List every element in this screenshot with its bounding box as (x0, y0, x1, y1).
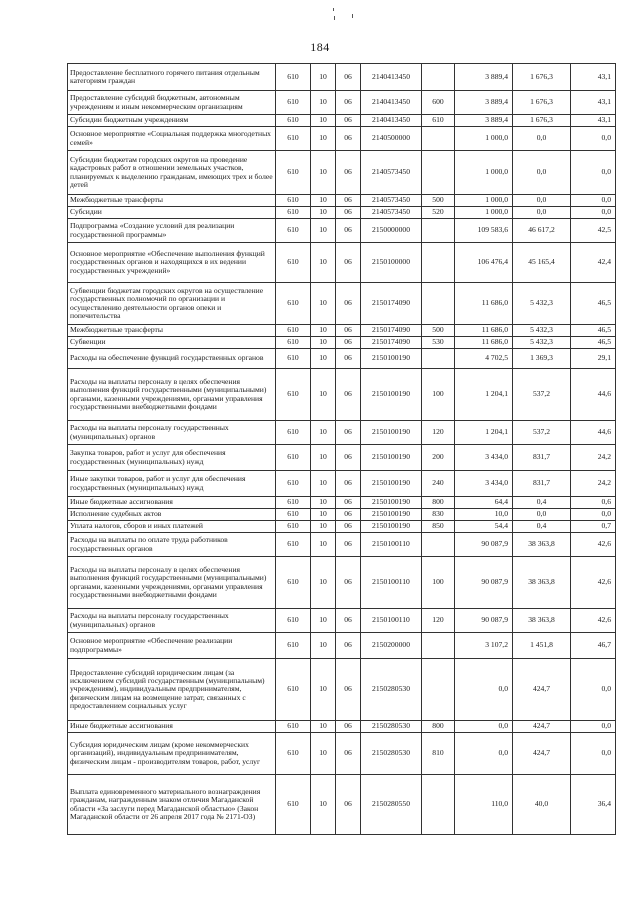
code-pr: 10 (311, 733, 336, 775)
row-name: Предоставление бесплатного горячего питания отдельным категориям граждан (68, 64, 276, 91)
code-ps: 06 (336, 509, 361, 521)
code-rz: 610 (276, 207, 311, 219)
code-rz: 610 (276, 195, 311, 207)
row-name: Расходы на выплаты персоналу государственных (муниципальных) органов (68, 609, 276, 633)
page-number: 184 (310, 40, 330, 54)
amount-plan: 11 686,0 (455, 337, 513, 349)
code-csr: 2140500000 (361, 127, 422, 151)
table-row (68, 325, 616, 337)
code-rz: 610 (276, 243, 311, 283)
code-csr: 2140413450 (361, 115, 422, 127)
code-pr: 10 (311, 497, 336, 509)
percent-done: 0,0 (571, 721, 616, 733)
code-rz: 610 (276, 733, 311, 775)
percent-done: 29,1 (571, 349, 616, 369)
table-row (68, 497, 616, 509)
percent-done: 46,7 (571, 633, 616, 659)
row-name: Субсидии бюджетам городских округов на проведение кадастровых работ в отношении земельных участков, планируемых к выделению гражданам, имеющих трех и более детей (68, 151, 276, 195)
row-name: Расходы на выплаты персоналу государственных (муниципальных) органов (68, 421, 276, 445)
row-name: Межбюджетные трансферты (68, 195, 276, 207)
percent-done: 42,5 (571, 219, 616, 243)
amount-plan: 3 434,0 (455, 471, 513, 497)
code-rz: 610 (276, 445, 311, 471)
code-csr: 2140573450 (361, 195, 422, 207)
code-rz: 610 (276, 64, 311, 91)
amount-plan: 54,4 (455, 521, 513, 533)
percent-done: 43,1 (571, 91, 616, 115)
code-vr (422, 64, 455, 91)
table-row (68, 721, 616, 733)
code-ps: 06 (336, 127, 361, 151)
row-name: Иные бюджетные ассигнования (68, 721, 276, 733)
code-vr: 830 (422, 509, 455, 521)
amount-plan: 1 000,0 (455, 207, 513, 219)
amount-fact: 0,0 (513, 151, 571, 195)
row-name: Расходы на обеспечение функций государственных органов (68, 349, 276, 369)
amount-fact: 38 363,8 (513, 557, 571, 609)
percent-done: 0,0 (571, 733, 616, 775)
code-pr: 10 (311, 421, 336, 445)
amount-plan: 90 087,9 (455, 533, 513, 557)
code-pr: 10 (311, 471, 336, 497)
amount-fact: 1 676,3 (513, 64, 571, 91)
code-csr: 2150100190 (361, 509, 422, 521)
amount-plan: 11 686,0 (455, 325, 513, 337)
row-name: Основное мероприятие «Социальная поддержка многодетных семей» (68, 127, 276, 151)
row-name: Выплата единовременного материального вознаграждения гражданам, награжденным знаком отличия Магаданской области «За заслуги перед Магаданской областью» (Закон Магаданской области от 26 апреля 2017 года № 2171-ОЗ) (68, 775, 276, 835)
code-pr: 10 (311, 721, 336, 733)
percent-done: 42,6 (571, 557, 616, 609)
table-row (68, 369, 616, 421)
code-csr: 2140573450 (361, 151, 422, 195)
table-row (68, 219, 616, 243)
code-rz: 610 (276, 659, 311, 721)
code-pr: 10 (311, 775, 336, 835)
code-vr (422, 127, 455, 151)
scan-speck (334, 16, 335, 20)
table-row (68, 337, 616, 349)
table-row (68, 195, 616, 207)
code-csr: 2150100190 (361, 471, 422, 497)
code-vr (422, 349, 455, 369)
code-vr: 100 (422, 369, 455, 421)
percent-done: 0,0 (571, 127, 616, 151)
amount-fact: 38 363,8 (513, 609, 571, 633)
amount-fact: 0,0 (513, 127, 571, 151)
amount-plan: 109 583,6 (455, 219, 513, 243)
code-pr: 10 (311, 219, 336, 243)
code-pr: 10 (311, 349, 336, 369)
code-rz: 610 (276, 509, 311, 521)
row-name: Предоставление субсидий бюджетным, автономным учреждениям и иным некоммерческим организациям (68, 91, 276, 115)
code-vr: 120 (422, 421, 455, 445)
code-ps: 06 (336, 497, 361, 509)
percent-done: 46,5 (571, 283, 616, 325)
code-ps: 06 (336, 733, 361, 775)
percent-done: 43,1 (571, 115, 616, 127)
code-rz: 610 (276, 127, 311, 151)
code-vr: 120 (422, 609, 455, 633)
code-csr: 2150100190 (361, 497, 422, 509)
amount-plan: 3 889,4 (455, 115, 513, 127)
amount-plan: 1 204,1 (455, 421, 513, 445)
code-ps: 06 (336, 775, 361, 835)
code-ps: 06 (336, 349, 361, 369)
percent-done: 0,7 (571, 521, 616, 533)
amount-plan: 106 476,4 (455, 243, 513, 283)
code-rz: 610 (276, 369, 311, 421)
table-row (68, 633, 616, 659)
code-pr: 10 (311, 369, 336, 421)
budget-table (67, 63, 616, 835)
code-vr (422, 283, 455, 325)
amount-fact: 0,4 (513, 521, 571, 533)
code-vr: 530 (422, 337, 455, 349)
code-pr: 10 (311, 659, 336, 721)
code-ps: 06 (336, 609, 361, 633)
code-pr: 10 (311, 91, 336, 115)
amount-plan: 90 087,9 (455, 557, 513, 609)
code-ps: 06 (336, 633, 361, 659)
code-csr: 2150280530 (361, 721, 422, 733)
amount-plan: 3 434,0 (455, 445, 513, 471)
code-ps: 06 (336, 557, 361, 609)
code-ps: 06 (336, 521, 361, 533)
percent-done: 42,6 (571, 609, 616, 633)
code-pr: 10 (311, 609, 336, 633)
code-csr: 2140413450 (361, 64, 422, 91)
amount-plan: 3 889,4 (455, 64, 513, 91)
amount-plan: 90 087,9 (455, 609, 513, 633)
amount-fact: 424,7 (513, 721, 571, 733)
table-row (68, 151, 616, 195)
code-rz: 610 (276, 533, 311, 557)
percent-done: 0,0 (571, 207, 616, 219)
code-pr: 10 (311, 509, 336, 521)
scan-speck (352, 14, 353, 18)
percent-done: 0,0 (571, 195, 616, 207)
amount-fact: 537,2 (513, 421, 571, 445)
code-vr (422, 775, 455, 835)
code-csr: 2140573450 (361, 207, 422, 219)
code-rz: 610 (276, 91, 311, 115)
amount-fact: 45 165,4 (513, 243, 571, 283)
table-row (68, 557, 616, 609)
table-row (68, 533, 616, 557)
code-vr: 240 (422, 471, 455, 497)
percent-done: 0,0 (571, 151, 616, 195)
code-rz: 610 (276, 349, 311, 369)
code-pr: 10 (311, 207, 336, 219)
code-pr: 10 (311, 533, 336, 557)
code-ps: 06 (336, 64, 361, 91)
code-vr (422, 243, 455, 283)
code-pr: 10 (311, 195, 336, 207)
code-rz: 610 (276, 775, 311, 835)
percent-done: 44,6 (571, 421, 616, 445)
code-vr: 100 (422, 557, 455, 609)
code-csr: 2150100190 (361, 521, 422, 533)
table-row (68, 521, 616, 533)
code-pr: 10 (311, 445, 336, 471)
table-row (68, 243, 616, 283)
code-pr: 10 (311, 337, 336, 349)
code-vr (422, 151, 455, 195)
amount-plan: 3 107,2 (455, 633, 513, 659)
amount-plan: 10,0 (455, 509, 513, 521)
code-pr: 10 (311, 243, 336, 283)
code-csr: 2140413450 (361, 91, 422, 115)
code-rz: 610 (276, 421, 311, 445)
row-name: Закупка товаров, работ и услуг для обеспечения государственных (муниципальных) нужд (68, 445, 276, 471)
table-row (68, 471, 616, 497)
table-row (68, 127, 616, 151)
budget-table-body (68, 64, 616, 835)
amount-plan: 110,0 (455, 775, 513, 835)
code-csr: 2150100110 (361, 557, 422, 609)
amount-fact: 1 451,8 (513, 633, 571, 659)
code-ps: 06 (336, 421, 361, 445)
amount-fact: 831,7 (513, 471, 571, 497)
code-ps: 06 (336, 445, 361, 471)
code-csr: 2150100190 (361, 445, 422, 471)
code-ps: 06 (336, 91, 361, 115)
code-ps: 06 (336, 243, 361, 283)
code-rz: 610 (276, 283, 311, 325)
code-ps: 06 (336, 219, 361, 243)
table-row (68, 207, 616, 219)
code-vr (422, 633, 455, 659)
code-ps: 06 (336, 151, 361, 195)
amount-plan: 4 702,5 (455, 349, 513, 369)
code-pr: 10 (311, 127, 336, 151)
code-rz: 610 (276, 151, 311, 195)
amount-plan: 1 000,0 (455, 151, 513, 195)
amount-fact: 0,0 (513, 195, 571, 207)
code-ps: 06 (336, 283, 361, 325)
code-csr: 2150100190 (361, 349, 422, 369)
code-pr: 10 (311, 64, 336, 91)
percent-done: 24,2 (571, 445, 616, 471)
code-csr: 2150174090 (361, 283, 422, 325)
table-row (68, 115, 616, 127)
code-csr: 2150100110 (361, 609, 422, 633)
code-vr (422, 659, 455, 721)
amount-fact: 0,0 (513, 207, 571, 219)
code-rz: 610 (276, 521, 311, 533)
code-rz: 610 (276, 219, 311, 243)
code-rz: 610 (276, 497, 311, 509)
code-vr: 850 (422, 521, 455, 533)
code-vr (422, 533, 455, 557)
amount-fact: 1 676,3 (513, 115, 571, 127)
amount-plan: 0,0 (455, 721, 513, 733)
code-vr (422, 219, 455, 243)
code-ps: 06 (336, 207, 361, 219)
table-row (68, 445, 616, 471)
amount-fact: 424,7 (513, 659, 571, 721)
code-ps: 06 (336, 325, 361, 337)
code-ps: 06 (336, 471, 361, 497)
amount-plan: 0,0 (455, 733, 513, 775)
table-row (68, 421, 616, 445)
row-name: Предоставление субсидий юридическим лицам (за исключением субсидий государственным (муниципальным) учреждениям), индивидуальным предпринимателям, физическим лицам на возмещение затрат, связанных с предоставлением социальных услуг (68, 659, 276, 721)
code-csr: 2150000000 (361, 219, 422, 243)
code-csr: 2150174090 (361, 325, 422, 337)
amount-fact: 1 676,3 (513, 91, 571, 115)
code-pr: 10 (311, 521, 336, 533)
table-row (68, 733, 616, 775)
amount-fact: 38 363,8 (513, 533, 571, 557)
code-rz: 610 (276, 633, 311, 659)
code-csr: 2150100110 (361, 533, 422, 557)
code-csr: 2150100190 (361, 369, 422, 421)
code-rz: 610 (276, 115, 311, 127)
amount-fact: 46 617,2 (513, 219, 571, 243)
code-vr: 800 (422, 721, 455, 733)
row-name: Субвенции бюджетам городских округов на осуществление государственных полномочий по организации и осуществлению деятельности органов опеки и попечительства (68, 283, 276, 325)
row-name: Субсидии (68, 207, 276, 219)
table-row (68, 659, 616, 721)
percent-done: 0,0 (571, 509, 616, 521)
table-row (68, 91, 616, 115)
amount-fact: 424,7 (513, 733, 571, 775)
code-csr: 2150100190 (361, 421, 422, 445)
row-name: Подпрограмма «Создание условий для реализации государственной программы» (68, 219, 276, 243)
scan-speck (333, 8, 334, 11)
amount-plan: 1 000,0 (455, 195, 513, 207)
amount-fact: 40,0 (513, 775, 571, 835)
code-ps: 06 (336, 195, 361, 207)
row-name: Иные бюджетные ассигнования (68, 497, 276, 509)
code-rz: 610 (276, 557, 311, 609)
code-ps: 06 (336, 533, 361, 557)
row-name: Иные закупки товаров, работ и услуг для обеспечения государственных (муниципальных) нужд (68, 471, 276, 497)
amount-plan: 64,4 (455, 497, 513, 509)
code-rz: 610 (276, 325, 311, 337)
code-csr: 2150100000 (361, 243, 422, 283)
percent-done: 0,6 (571, 497, 616, 509)
code-ps: 06 (336, 721, 361, 733)
percent-done: 42,6 (571, 533, 616, 557)
percent-done: 0,0 (571, 659, 616, 721)
amount-fact: 5 432,3 (513, 325, 571, 337)
code-vr: 500 (422, 325, 455, 337)
amount-plan: 11 686,0 (455, 283, 513, 325)
code-vr: 800 (422, 497, 455, 509)
amount-fact: 0,4 (513, 497, 571, 509)
percent-done: 46,5 (571, 337, 616, 349)
code-vr: 200 (422, 445, 455, 471)
amount-fact: 537,2 (513, 369, 571, 421)
code-vr: 600 (422, 91, 455, 115)
table-row (68, 609, 616, 633)
code-ps: 06 (336, 369, 361, 421)
percent-done: 46,5 (571, 325, 616, 337)
code-csr: 2150174090 (361, 337, 422, 349)
percent-done: 36,4 (571, 775, 616, 835)
code-pr: 10 (311, 115, 336, 127)
row-name: Основное мероприятие «Обеспечение выполнения функций государственных органов и находящихся в их ведении государственных учреждений» (68, 243, 276, 283)
row-name: Уплата налогов, сборов и иных платежей (68, 521, 276, 533)
amount-fact: 831,7 (513, 445, 571, 471)
code-csr: 2150280530 (361, 659, 422, 721)
code-csr: 2150280550 (361, 775, 422, 835)
code-pr: 10 (311, 151, 336, 195)
table-row (68, 509, 616, 521)
amount-plan: 1 000,0 (455, 127, 513, 151)
code-pr: 10 (311, 633, 336, 659)
code-ps: 06 (336, 659, 361, 721)
code-pr: 10 (311, 283, 336, 325)
code-pr: 10 (311, 325, 336, 337)
amount-plan: 0,0 (455, 659, 513, 721)
row-name: Расходы на выплаты персоналу в целях обеспечения выполнения функций государственными (муниципальными) органами, казенными учреждениями, органами управления государственными внебюджетными фондами (68, 557, 276, 609)
row-name: Расходы на выплаты персоналу в целях обеспечения выполнения функций государственными (муниципальными) органами, казенными учреждениями, органами управления государственными внебюджетными фондами (68, 369, 276, 421)
row-name: Субсидия юридическим лицам (кроме некоммерческих организаций), индивидуальным предпринимателям, физическим лицам - производителям товаров, работ, услуг (68, 733, 276, 775)
row-name: Субсидии бюджетным учреждениям (68, 115, 276, 127)
code-csr: 2150200000 (361, 633, 422, 659)
amount-plan: 1 204,1 (455, 369, 513, 421)
code-ps: 06 (336, 115, 361, 127)
percent-done: 24,2 (571, 471, 616, 497)
row-name: Межбюджетные трансферты (68, 325, 276, 337)
amount-fact: 5 432,3 (513, 337, 571, 349)
amount-fact: 0,0 (513, 509, 571, 521)
amount-fact: 1 369,3 (513, 349, 571, 369)
row-name: Основное мероприятие «Обеспечение реализации подпрограммы» (68, 633, 276, 659)
code-rz: 610 (276, 471, 311, 497)
table-row (68, 349, 616, 369)
code-vr: 520 (422, 207, 455, 219)
row-name: Субвенции (68, 337, 276, 349)
code-vr: 500 (422, 195, 455, 207)
code-rz: 610 (276, 609, 311, 633)
percent-done: 42,4 (571, 243, 616, 283)
percent-done: 44,6 (571, 369, 616, 421)
amount-fact: 5 432,3 (513, 283, 571, 325)
code-vr: 610 (422, 115, 455, 127)
row-name: Расходы на выплаты по оплате труда работников государственных органов (68, 533, 276, 557)
code-ps: 06 (336, 337, 361, 349)
code-vr: 810 (422, 733, 455, 775)
amount-plan: 3 889,4 (455, 91, 513, 115)
code-pr: 10 (311, 557, 336, 609)
code-csr: 2150280530 (361, 733, 422, 775)
table-row (68, 775, 616, 835)
percent-done: 43,1 (571, 64, 616, 91)
row-name: Исполнение судебных актов (68, 509, 276, 521)
code-rz: 610 (276, 337, 311, 349)
code-rz: 610 (276, 721, 311, 733)
table-row (68, 283, 616, 325)
table-row (68, 64, 616, 91)
